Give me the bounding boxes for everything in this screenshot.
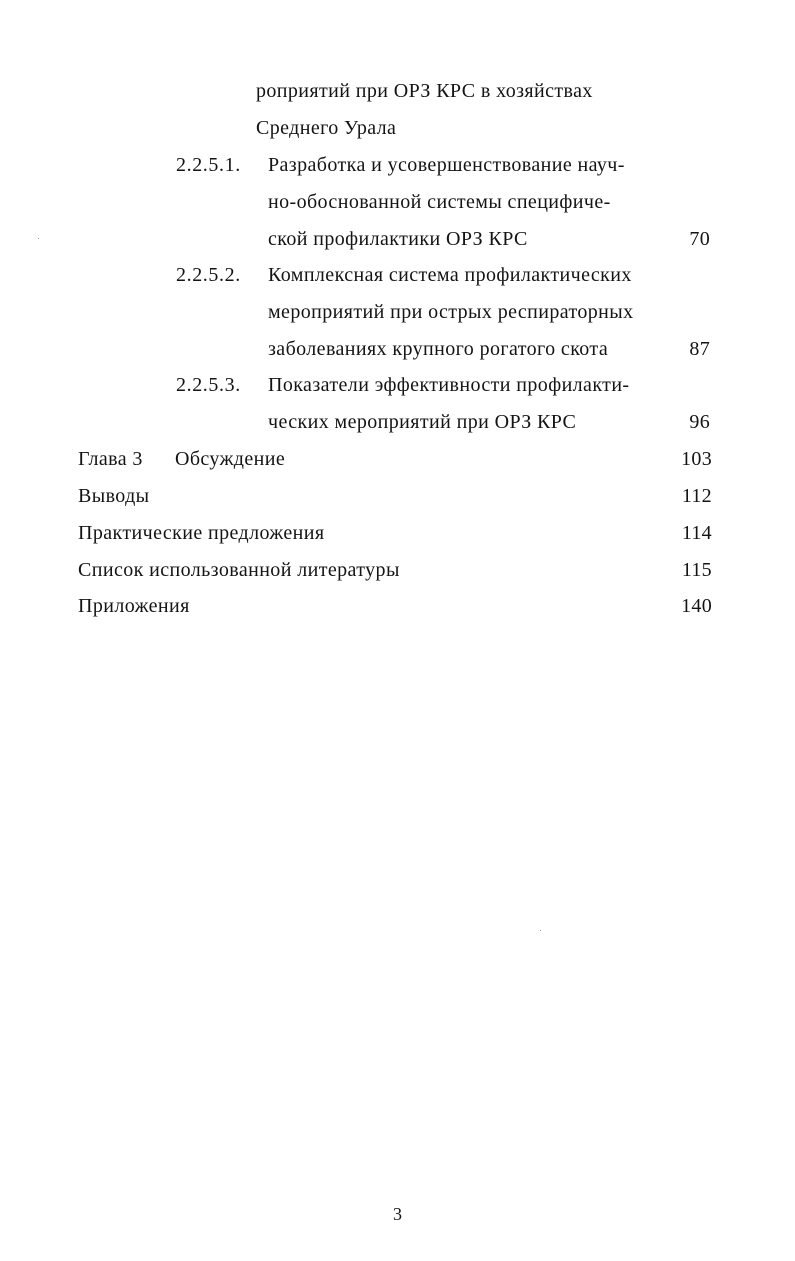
toc-chapter3-title: Обсуждение <box>175 448 286 470</box>
toc-2-2-5-1-page: 70 <box>689 228 710 250</box>
toc-conclusions-title: Выводы <box>78 485 150 507</box>
toc-2-2-5-2-number: 2.2.5.2. <box>176 264 241 286</box>
toc-2-2-5-3-line2: ческих мероприятий при ОРЗ КРС <box>268 411 577 433</box>
toc-2-2-5-3-page: 96 <box>689 411 710 433</box>
toc-2-2-5-line2: Среднего Урала <box>256 117 397 139</box>
toc-appendices-title: Приложения <box>78 595 190 617</box>
toc-2-2-5-1-line1: Разработка и усовершенствование науч- <box>268 154 625 176</box>
toc-2-2-5-1-line2: но-обоснованной системы специфиче- <box>268 191 611 213</box>
toc-chapter3-page: 103 <box>681 448 712 470</box>
toc-2-2-5-3-line1: Показатели эффективности профилакти- <box>268 374 630 396</box>
toc-appendices-page: 140 <box>681 595 712 617</box>
toc-2-2-5-3-number: 2.2.5.3. <box>176 374 241 396</box>
toc-references-page: 115 <box>681 559 712 581</box>
page-number: 3 <box>393 1204 402 1224</box>
toc-references-title: Список использованной литературы <box>78 559 400 581</box>
toc-2-2-5-2-line1: Комплексная система профилактических <box>268 264 632 286</box>
toc-2-2-5-2-line3: заболеваниях крупного рогатого скота <box>268 338 609 360</box>
scan-speck <box>540 930 541 931</box>
toc-practical-page: 114 <box>681 522 712 544</box>
toc-conclusions-page: 112 <box>681 485 712 507</box>
scan-speck <box>38 238 39 239</box>
toc-2-2-5-2-page: 87 <box>689 338 710 360</box>
toc-chapter3-label: Глава 3 <box>78 448 143 470</box>
toc-2-2-5-1-number: 2.2.5.1. <box>176 154 241 176</box>
toc-practical-title: Практические предложения <box>78 522 325 544</box>
toc-2-2-5-2-line2: мероприятий при острых респираторных <box>268 301 634 323</box>
toc-2-2-5-line1: роприятий при ОРЗ КРС в хозяйствах <box>256 80 593 102</box>
toc-2-2-5-1-line3: ской профилактики ОРЗ КРС <box>268 228 528 250</box>
